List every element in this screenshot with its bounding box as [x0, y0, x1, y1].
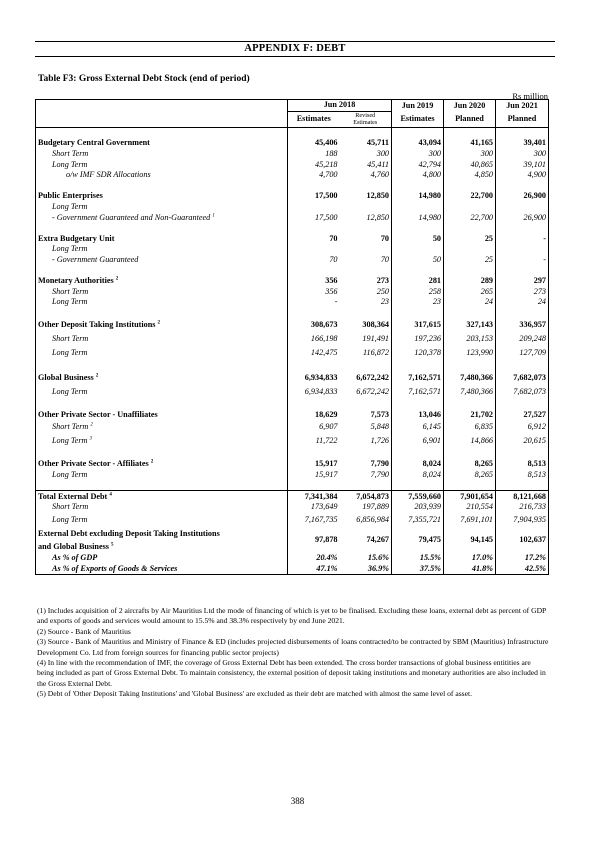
cell-value: 20,615 [496, 434, 549, 448]
table-row-ops-affiliates [36, 459, 549, 470]
cell-value: 300 [376, 149, 389, 159]
footnote-ref: 2 [90, 422, 93, 428]
cell-value: 297 [496, 276, 549, 287]
row-label-text: Short Term [52, 286, 89, 296]
cell-value: 20.4% [288, 553, 340, 564]
row-label-text: Global Business [38, 372, 94, 382]
cell-value: 4,850 [444, 170, 496, 181]
cell-value: 12,850 [366, 191, 389, 201]
cell-value [444, 202, 496, 213]
cell-value: 22,700 [444, 212, 496, 223]
cell-value: 188 [288, 149, 340, 160]
table-row-monetary-authorities [36, 276, 549, 287]
row-label-text: Total External Debt [38, 491, 108, 501]
cell-value: 116,872 [362, 348, 389, 358]
cell-value: 7,054,873 [356, 491, 389, 501]
cell-value: 26,900 [496, 212, 549, 223]
row-label [36, 276, 288, 287]
cell-value: 70 [288, 255, 340, 266]
cell-value: 17,500 [288, 191, 340, 202]
cell-value: 17.2% [496, 553, 549, 564]
cell-value: 41.8% [444, 563, 496, 574]
spacer-row [36, 223, 549, 234]
cell-value: 43,094 [392, 138, 444, 149]
row-label [36, 469, 288, 480]
table-row-odti [36, 318, 549, 332]
row-label [36, 318, 288, 332]
cell-value: 97,878 [288, 527, 340, 553]
row-label-text: - Government Guaranteed and Non-Guaranteed [52, 212, 211, 222]
cell-value [392, 244, 444, 255]
header-row-status [36, 111, 549, 127]
row-label [36, 159, 288, 170]
cell-value: 191,491 [362, 334, 389, 344]
cell-value: 8,513 [496, 469, 549, 480]
col-planned-2020: Planned [444, 111, 496, 127]
footnote-ref: 5 [111, 541, 114, 547]
row-label-text: Short Term [52, 422, 89, 432]
cell-value: 15,917 [288, 459, 340, 470]
spacer-row [36, 308, 549, 319]
cell-value: 4,900 [496, 170, 549, 181]
cell-value: 15.6% [367, 552, 389, 562]
cell-value: 6,672,242 [356, 386, 389, 396]
cell-value: 25 [444, 234, 496, 245]
table-row-ma-short-term [36, 287, 549, 298]
cell-value: 7,904,935 [496, 513, 549, 527]
cell-value: 17.0% [444, 553, 496, 564]
row-label [36, 420, 288, 434]
cell-value: 197,889 [362, 502, 389, 512]
cell-value: 70 [288, 234, 340, 245]
cell-value: 308,364 [362, 320, 389, 330]
cell-value [392, 202, 444, 213]
cell-value: 7,341,384 [288, 491, 340, 502]
row-label [36, 434, 288, 448]
table-body [36, 127, 549, 574]
header-blank-2 [36, 111, 288, 127]
table-row-extra-budgetary-unit [36, 234, 549, 245]
spacer-row [36, 448, 549, 459]
cell-value: 14,980 [392, 191, 444, 202]
cell-value: 8,265 [444, 459, 496, 470]
cell-value [496, 244, 549, 255]
cell-value: 23 [392, 297, 444, 308]
row-label [36, 332, 288, 346]
cell-value: 41,165 [444, 138, 496, 149]
row-label [36, 287, 288, 298]
cell-value: 4,700 [288, 170, 340, 181]
header-row-years [36, 100, 549, 112]
cell-value: 24 [444, 297, 496, 308]
table-row-opsa-long-term [36, 469, 549, 480]
row-label [36, 234, 288, 245]
unit-label: Rs million [512, 91, 548, 101]
page-number: 388 [290, 796, 305, 806]
row-label-text: Long Term [52, 436, 88, 446]
cell-value: 8,121,668 [496, 491, 549, 502]
cell-value: 37.5% [392, 563, 444, 574]
cell-value [340, 202, 392, 213]
table-row-opsu-long-term [36, 434, 549, 448]
row-label [36, 459, 288, 470]
table-row-ebu-gov-guaranteed [36, 255, 549, 266]
row-label [36, 297, 288, 308]
footnote-ref: 2 [157, 320, 161, 326]
cell-value: 7,901,654 [444, 491, 496, 502]
cell-value [340, 244, 392, 255]
table-row-global-business [36, 371, 549, 385]
cell-value: 8,024 [392, 469, 444, 480]
table-row-odti-short-term [36, 332, 549, 346]
cell-value: 22,700 [444, 191, 496, 202]
spacer-row [36, 127, 549, 138]
cell-value: 11,722 [288, 434, 340, 448]
cell-value: 166,198 [288, 332, 340, 346]
row-label-text: Short Term [52, 334, 89, 344]
cell-value: 6,856,984 [356, 514, 389, 524]
table-row-pe-gov-guaranteed [36, 212, 549, 223]
table-row-ted-short-term [36, 502, 549, 513]
row-label [36, 191, 288, 202]
row-label-text: - Government Guaranteed [52, 255, 139, 265]
cell-value: 6,145 [392, 420, 444, 434]
row-label [36, 212, 288, 223]
cell-value: - [288, 297, 340, 308]
cell-value: 7,682,073 [496, 385, 549, 399]
row-label [36, 513, 288, 527]
cell-value: 7,559,660 [392, 491, 444, 502]
cell-value: 8,513 [496, 459, 549, 470]
cell-value: 6,672,242 [356, 372, 389, 382]
row-label [36, 138, 288, 149]
footnote-5: (5) Debt of 'Other Deposit Taking Institutions' and 'Global Business' are excluded as their debt are matched with almost the same level of asset. [37, 689, 473, 699]
cell-value: - [496, 234, 549, 245]
cell-value: 7,480,366 [444, 371, 496, 385]
cell-value: 7,355,721 [392, 513, 444, 527]
cell-value: 1,726 [370, 436, 389, 446]
cell-value: 79,475 [392, 527, 444, 553]
cell-value: 273 [376, 276, 389, 286]
cell-value: 5,848 [370, 422, 389, 432]
cell-value: 356 [288, 276, 340, 287]
cell-value: 289 [444, 276, 496, 287]
cell-value: 120,378 [392, 346, 444, 360]
row-label [36, 149, 288, 160]
col-group-jun-2021: Jun 2021 [496, 100, 549, 112]
cell-value: 127,709 [496, 346, 549, 360]
cell-value: 6,934,833 [288, 371, 340, 385]
col-revised-estimates-2018 [340, 111, 392, 127]
cell-value: 4,800 [392, 170, 444, 181]
row-label [36, 170, 288, 181]
cell-value [288, 244, 340, 255]
footnote-3: (3) Source - Bank of Mauritius and Ministry of Finance & ED (includes projected disbursements of loans contracted/to be contracted by SBM (Mauritius) Infrastructure Development Co. Ltd from foreign sources for financing public sector projects) [37, 637, 549, 657]
cell-value: 6,912 [496, 420, 549, 434]
cell-value: 21,702 [444, 409, 496, 420]
col-group-jun-2018: Jun 2018 [288, 100, 392, 112]
row-label [36, 553, 288, 564]
cell-value: 6,934,833 [288, 385, 340, 399]
title-rule [35, 56, 555, 57]
cell-value: 39,101 [496, 159, 549, 170]
row-label-text: o/w IMF SDR Allocations [66, 170, 151, 180]
cell-value: 6,907 [288, 420, 340, 434]
cell-value: 7,682,073 [496, 371, 549, 385]
footnote-ref: 2 [150, 459, 154, 465]
spacer-row [36, 181, 549, 192]
table-row-pe-long-term [36, 202, 549, 213]
table-row-ma-long-term [36, 297, 549, 308]
cell-value: 4,760 [370, 170, 389, 180]
cell-value: 265 [444, 287, 496, 298]
table-row-opsu-short-term [36, 420, 549, 434]
cell-value: 50 [392, 255, 444, 266]
cell-value: 203,153 [444, 332, 496, 346]
cell-value: 216,733 [496, 502, 549, 513]
cell-value: 70 [380, 233, 389, 243]
cell-value: 336,957 [496, 318, 549, 332]
revised-label: Revised Estimates [353, 111, 378, 126]
cell-value: 6,835 [444, 420, 496, 434]
col-planned-2021: Planned [496, 111, 549, 127]
table-row-bcg-imf-sdr [36, 170, 549, 181]
footnote-1: (1) Includes acquisition of 2 aircrafts by Air Mauritius Ltd the mode of financing of which is yet to be finalised. Excluding these loans, external debt as percent of GDP and exports of goods and services would amount to 15.5% and 38.3% respectively by end June 2021. [37, 606, 546, 626]
cell-value: 45,411 [367, 159, 389, 169]
cell-value: 8,265 [444, 469, 496, 480]
cell-value: 173,649 [288, 502, 340, 513]
row-label [36, 409, 288, 420]
table-row-ted-long-term [36, 513, 549, 527]
debt-table [35, 99, 549, 575]
cell-value: 39,401 [496, 138, 549, 149]
table-row-pct-exports [36, 563, 549, 574]
spacer-row [36, 360, 549, 371]
row-label [36, 563, 288, 574]
cell-value: 12,850 [366, 212, 389, 222]
cell-value [288, 202, 340, 213]
row-label [36, 255, 288, 266]
cell-value: 47.1% [288, 563, 340, 574]
cell-value: 300 [496, 149, 549, 160]
page-header [35, 41, 555, 57]
cell-value: 210,554 [444, 502, 496, 513]
row-label-text: Public Enterprises [38, 191, 103, 201]
row-label [36, 491, 288, 502]
cell-value: 281 [392, 276, 444, 287]
cell-value: 36.9% [340, 563, 392, 574]
cell-value: 7,790 [370, 458, 389, 468]
table-row-odti-long-term [36, 346, 549, 360]
row-label [36, 527, 288, 553]
footnote-ref: 2 [115, 276, 119, 282]
cell-value: 15.5% [392, 553, 444, 564]
row-label-text: Extra Budgetary Unit [38, 233, 115, 243]
cell-value: 14,980 [392, 212, 444, 223]
cell-value: 250 [376, 286, 389, 296]
table-row-budgetary-central-government [36, 138, 549, 149]
row-label-text: Short Term [52, 502, 89, 512]
cell-value: 308,673 [288, 318, 340, 332]
table-row-gb-long-term [36, 385, 549, 399]
row-label [36, 202, 288, 213]
spacer-row [36, 399, 549, 410]
col-estimates-2018: Estimates [288, 111, 340, 127]
row-label-text: Budgetary Central Government [38, 138, 150, 148]
cell-value: 203,939 [392, 502, 444, 513]
row-label-text: Long Term [52, 348, 88, 358]
table-row-ops-unaffiliates [36, 409, 549, 420]
cell-value: 42,794 [392, 159, 444, 170]
cell-value: 273 [496, 287, 549, 298]
row-label [36, 244, 288, 255]
row-label-text: Long Term [52, 244, 88, 254]
row-label-text: Long Term [52, 159, 88, 169]
cell-value: 8,024 [392, 459, 444, 470]
col-estimates-2019: Estimates [392, 111, 444, 127]
footnotes [37, 606, 549, 700]
cell-value: 45,406 [288, 138, 340, 149]
cell-value: 197,236 [392, 332, 444, 346]
row-label-text: As % of Exports of Goods & Services [52, 563, 178, 573]
cell-value: 7,167,735 [288, 513, 340, 527]
cell-value [496, 202, 549, 213]
cell-value: 18,629 [288, 409, 340, 420]
header-blank [36, 100, 288, 112]
footnote-ref: 1 [212, 212, 215, 218]
cell-value: 24 [496, 297, 549, 308]
table-row-public-enterprises [36, 191, 549, 202]
row-label-text: Other Private Sector - Affiliates [38, 458, 149, 468]
row-label-text: Long Term [52, 297, 88, 307]
cell-value: 45,218 [288, 159, 340, 170]
row-label-text: Long Term [52, 469, 88, 479]
cell-value: 70 [380, 255, 389, 265]
row-label-text: Long Term [52, 386, 88, 396]
cell-value: 27,527 [496, 409, 549, 420]
footnote-ref: 4 [109, 492, 112, 497]
cell-value: 102,637 [496, 527, 549, 553]
cell-value: 74,267 [366, 534, 389, 544]
row-label-text: Long Term [52, 514, 88, 524]
cell-value: 13,046 [392, 409, 444, 420]
cell-value: 7,480,366 [444, 385, 496, 399]
table-title: Table F3: Gross External Debt Stock (end of period) [38, 74, 250, 84]
row-label [36, 371, 288, 385]
row-label [36, 385, 288, 399]
cell-value: 15,917 [288, 469, 340, 480]
table-row-pct-gdp [36, 553, 549, 564]
cell-value: 6,901 [392, 434, 444, 448]
footnote-2: (2) Source - Bank of Mauritius [37, 626, 131, 636]
col-group-jun-2019: Jun 2019 [392, 100, 444, 112]
cell-value: 40,865 [444, 159, 496, 170]
cell-value: 25 [444, 255, 496, 266]
cell-value: 23 [380, 297, 389, 307]
cell-value: 42.5% [496, 563, 549, 574]
cell-value: 356 [288, 287, 340, 298]
cell-value: 7,162,571 [392, 371, 444, 385]
appendix-title: APPENDIX F: DEBT [244, 43, 346, 54]
row-label-text: Monetary Authorities [38, 276, 114, 286]
cell-value: 50 [392, 234, 444, 245]
cell-value: 45,711 [366, 138, 389, 148]
spacer-row [36, 265, 549, 276]
col-group-jun-2020: Jun 2020 [444, 100, 496, 112]
cell-value: 317,615 [392, 318, 444, 332]
row-label [36, 346, 288, 360]
cell-value: 258 [392, 287, 444, 298]
cell-value: 327,143 [444, 318, 496, 332]
table-row-bcg-short-term [36, 149, 549, 160]
cell-value: 17,500 [288, 212, 340, 223]
cell-value: 94,145 [444, 527, 496, 553]
row-label-text: Short Term [52, 149, 89, 159]
table-row-total-external-debt [36, 491, 549, 502]
footnote-4: (4) In line with the recommendation of IMF, the coverage of Gross External Debt has been extended. The cross border transactions of global business entitities are being included as part of Gross External Debt. To maintain consistency, the external position of deposit taking institutions and monetary authorities are also included in the Gross External Debt. [37, 658, 546, 688]
table-row-bcg-long-term [36, 159, 549, 170]
row-label-text: Long Term [52, 202, 88, 212]
row-label-text: Other Private Sector - Unaffiliates [38, 409, 158, 419]
row-label-text: External Debt excluding Deposit Taking Institutions [38, 528, 220, 538]
cell-value: 7,790 [370, 469, 389, 479]
cell-value: 209,248 [496, 332, 549, 346]
cell-value: 123,990 [444, 346, 496, 360]
cell-value: 14,866 [444, 434, 496, 448]
cell-value: 300 [444, 149, 496, 160]
row-label-text: As % of GDP [52, 552, 98, 562]
table-row-ebu-long-term [36, 244, 549, 255]
cell-value: 26,900 [496, 191, 549, 202]
row-label-text-2: and Global Business [38, 541, 109, 551]
cell-value [444, 244, 496, 255]
cell-value: 7,573 [370, 409, 389, 419]
cell-value: 142,475 [288, 346, 340, 360]
cell-value: 7,162,571 [392, 385, 444, 399]
spacer-row [36, 480, 549, 491]
row-label [36, 502, 288, 513]
footnote-ref: 3 [89, 436, 92, 442]
table-row-external-debt-excl [36, 527, 549, 553]
cell-value: - [496, 255, 549, 266]
footnote-ref: 2 [95, 373, 99, 379]
row-label-text: Other Deposit Taking Institutions [38, 320, 156, 330]
cell-value: 7,691,101 [444, 513, 496, 527]
cell-value: 300 [392, 149, 444, 160]
